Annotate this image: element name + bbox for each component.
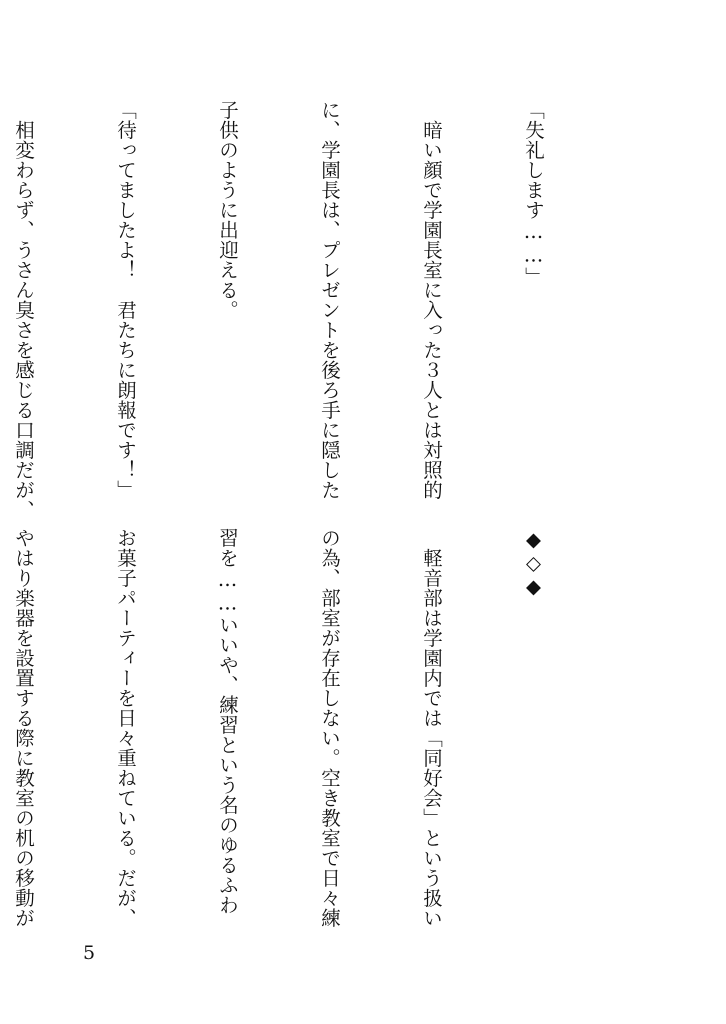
- scene-break-marker: ◆◇◆: [522, 528, 545, 599]
- text-line: 「待ってましたよ！ 君たちに朗報です！」: [114, 100, 137, 500]
- text-block-upper: [0, 100, 618, 520]
- text-line: 「失礼します……」: [522, 100, 545, 287]
- text-line: 子供のように出迎える。: [216, 100, 239, 320]
- text-line: お菓子パーティーを日々重ねている。だが、: [114, 528, 137, 928]
- text-line: 習を……いいや、練習という名のゆるふわ: [216, 528, 239, 915]
- text-line: やはり楽器を設置する際に教室の机の移動が: [12, 528, 35, 928]
- text-line: 軽音部は学園内では「同好会」という扱い: [420, 528, 443, 928]
- text-line: に、学園長は、プレゼントを後ろ手に隠した: [318, 100, 341, 500]
- text-block-lower: [0, 528, 618, 928]
- text-line: 相変わらず、うさん臭さを感じる口調だが、: [12, 100, 35, 520]
- text-line: 暗い顔で学園長室に入った３人とは対照的: [420, 100, 443, 500]
- text-line: の為、部室が存在しない。空き教室で日々練: [318, 528, 341, 928]
- page-number: 5: [83, 942, 96, 964]
